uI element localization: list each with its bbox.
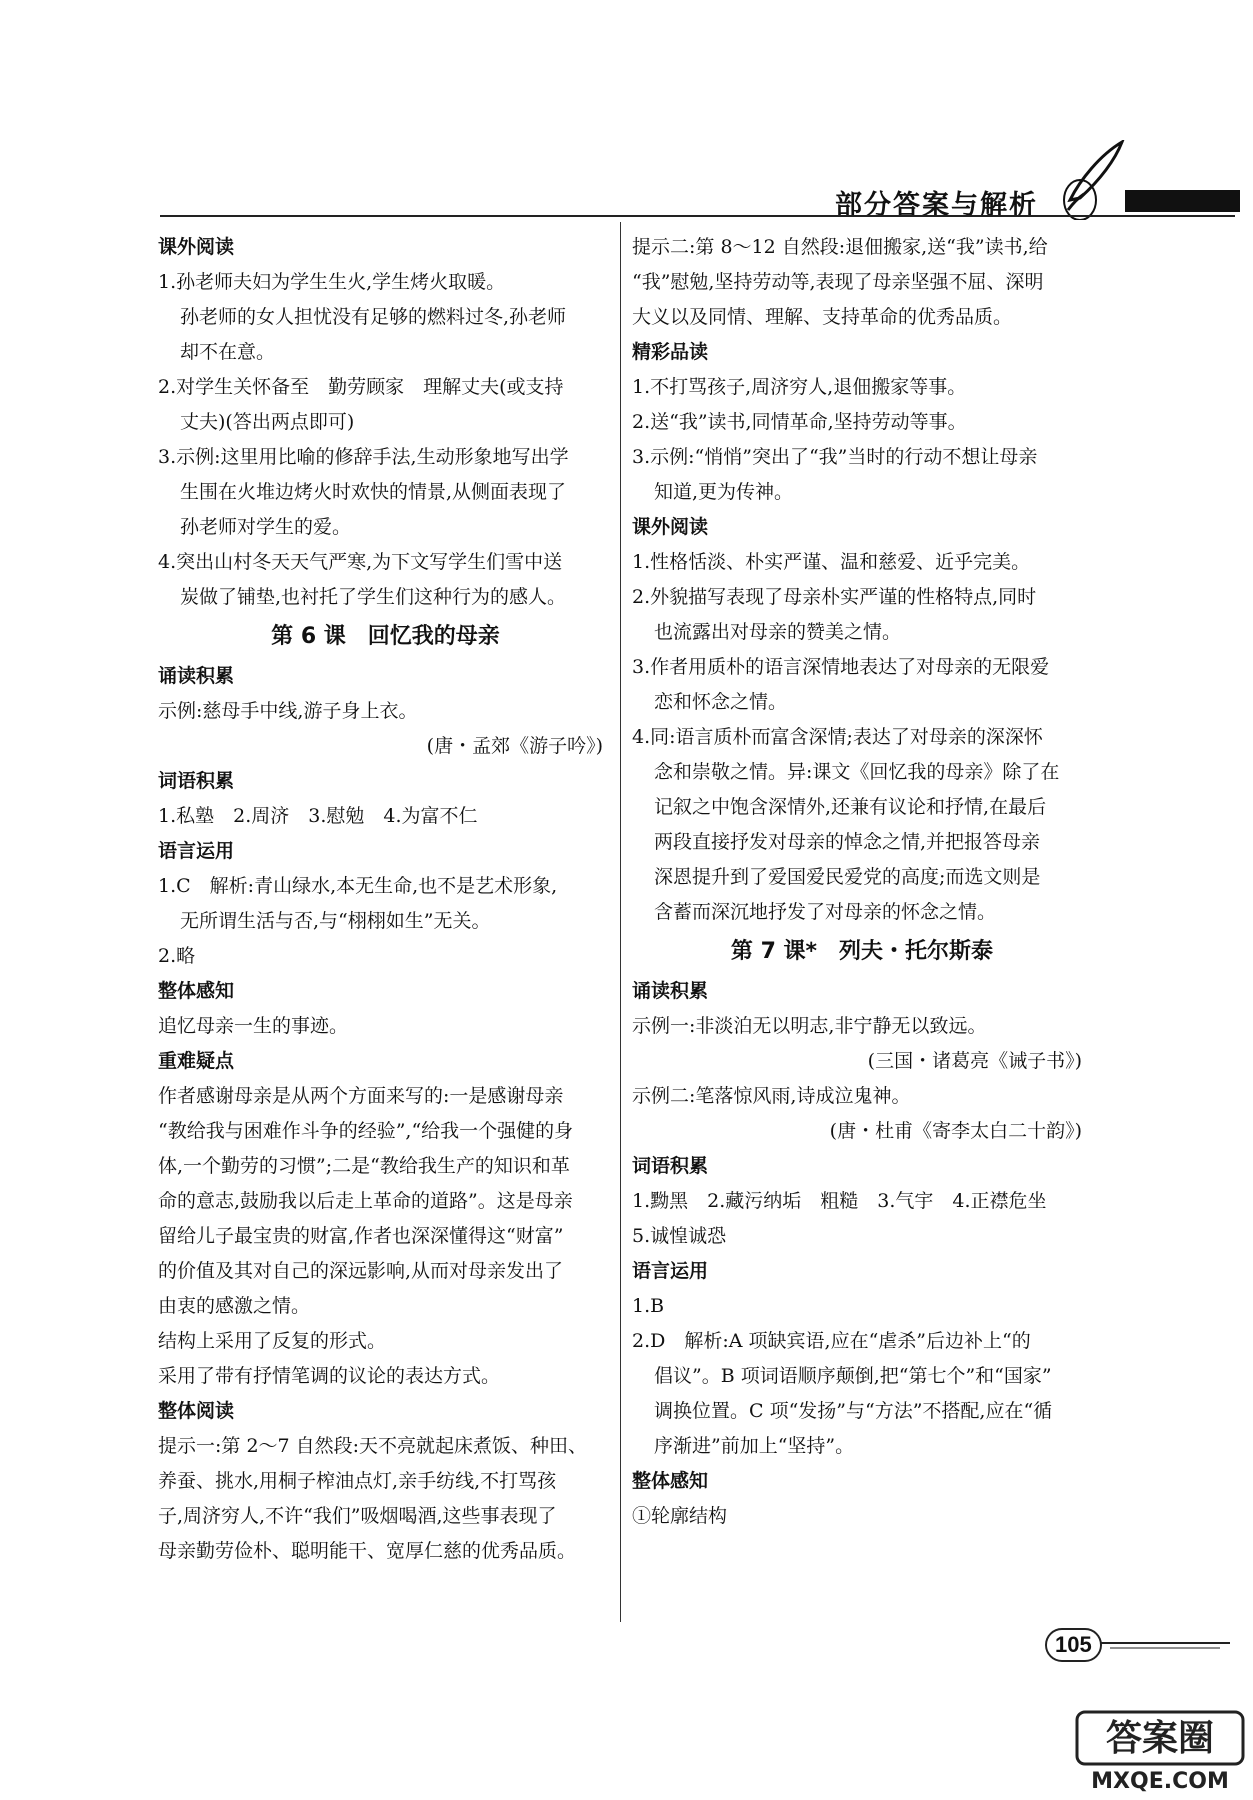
text-line: 1.私塾 2.周济 3.慰勉 4.为富不仁: [158, 805, 478, 827]
section-heading: 整体感知: [632, 1470, 709, 1492]
page-number: 105: [1045, 1628, 1102, 1662]
text-line: 炭做了铺垫,也衬托了学生们这种行为的感人。: [180, 586, 567, 608]
section-heading: 词语积累: [632, 1155, 709, 1177]
section-heading: 诵读积累: [632, 980, 709, 1002]
text-line: 1.黝黑 2.藏污纳垢 粗糙 3.气宇 4.正襟危坐: [632, 1190, 1047, 1212]
svg-text:答案圈: 答案圈: [1105, 1718, 1215, 1759]
text-line: 无所谓生活与否,与“栩栩如生”无关。: [180, 910, 491, 932]
section-heading: 词语积累: [158, 770, 235, 792]
section-heading: 整体阅读: [158, 1400, 235, 1422]
left-column: [158, 230, 613, 1569]
text-line: 结构上采用了反复的形式。: [158, 1330, 387, 1352]
text-line: “我”慰勉,坚持劳动等,表现了母亲坚强不屈、深明: [632, 271, 1044, 293]
text-line: 调换位置。C 项“发扬”与“方法”不搭配,应在“循: [654, 1400, 1053, 1422]
page-header-title: 部分答案与解析: [835, 190, 1038, 221]
text-line: 知道,更为传神。: [654, 481, 794, 503]
text-line: 留给儿子最宝贵的财富,作者也深深懂得这“财富”: [158, 1225, 564, 1247]
header-black-bar: [1125, 190, 1240, 212]
text-line: 却不在意。: [180, 341, 276, 363]
text-line: 4.突出山村冬天天气严寒,为下文写学生们雪中送: [158, 551, 563, 573]
text-line: 大义以及同情、理解、支持革命的优秀品质。: [632, 306, 1013, 328]
text-line: 丈夫)(答出两点即可): [180, 411, 355, 433]
text-line: 示例二:笔落惊风雨,诗成泣鬼神。: [632, 1085, 911, 1107]
footer-decoration: [1100, 1640, 1230, 1650]
svg-text:MXQE.COM: MXQE.COM: [1091, 1769, 1229, 1794]
text-line: 1.C 解析:青山绿水,本无生命,也不是艺术形象,: [158, 875, 558, 897]
text-line: 2.送“我”读书,同情革命,坚持劳动等事。: [632, 411, 967, 433]
text-line: 示例:慈母手中线,游子身上衣。: [158, 700, 418, 722]
text-line: “教给我与困难作斗争的经验”,“给我一个强健的身: [158, 1120, 574, 1142]
text-line: 倡议”。B 项词语顺序颠倒,把“第七个”和“国家”: [654, 1365, 1052, 1387]
section-heading: 语言运用: [158, 840, 235, 862]
lesson-title: 第 7 课* 列夫・托尔斯泰: [730, 939, 994, 964]
text-line: (唐・杜甫《寄李太白二十韵》): [829, 1120, 1082, 1142]
text-line: 深恩提升到了爱国爱民爱党的高度;而选文则是: [654, 866, 1041, 888]
text-line: 追忆母亲一生的事迹。: [158, 1015, 349, 1037]
text-line: 作者感谢母亲是从两个方面来写的:一是感谢母亲: [158, 1085, 564, 1107]
text-line: 1.性格恬淡、朴实严谨、温和慈爱、近乎完美。: [632, 551, 1031, 573]
section-heading: 精彩品读: [632, 341, 709, 363]
text-line: 体,一个勤劳的习惯”;二是“教给我生产的知识和革: [158, 1155, 570, 1177]
text-line: 念和崇敬之情。异:课文《回忆我的母亲》除了在: [654, 761, 1060, 783]
text-line: 1.不打骂孩子,周济穷人,退佃搬家等事。: [632, 376, 967, 398]
text-line: 提示一:第 2～7 自然段:天不亮就起床煮饭、种田、: [158, 1435, 588, 1457]
text-line: 5.诚惶诚恐: [632, 1225, 727, 1247]
text-line: 2.D 解析:A 项缺宾语,应在“虐杀”后边补上“的: [632, 1330, 1031, 1352]
text-line: 2.对学生关怀备至 勤劳顾家 理解丈夫(或支持: [158, 376, 564, 398]
text-line: 含蓄而深沉地抒发了对母亲的怀念之情。: [654, 901, 997, 923]
text-line: 2.略: [158, 945, 196, 967]
section-heading: 整体感知: [158, 980, 235, 1002]
section-heading: 重难疑点: [158, 1050, 235, 1072]
text-line: 也流露出对母亲的赞美之情。: [654, 621, 902, 643]
text-line: 序渐进”前加上“坚持”。: [654, 1435, 855, 1457]
header-rule: [160, 215, 1235, 217]
text-line: 提示二:第 8～12 自然段:退佃搬家,送“我”读书,给: [632, 236, 1048, 258]
text-line: 生围在火堆边烤火时欢快的情景,从侧面表现了: [180, 481, 567, 503]
watermark-logo: [1075, 1710, 1245, 1795]
text-line: 3.示例:这里用比喻的修辞手法,生动形象地写出学: [158, 446, 569, 468]
section-heading: 课外阅读: [632, 516, 709, 538]
text-line: 示例一:非淡泊无以明志,非宁静无以致远。: [632, 1015, 987, 1037]
text-line: 4.同:语言质朴而富含深情;表达了对母亲的深深怀: [632, 726, 1043, 748]
text-line: 采用了带有抒情笔调的议论的表达方式。: [158, 1365, 501, 1387]
text-line: 记叙之中饱含深情外,还兼有议论和抒情,在最后: [654, 796, 1047, 818]
text-line: (三国・诸葛亮《诫子书》): [867, 1050, 1082, 1072]
text-line: 母亲勤劳俭朴、聪明能干、宽厚仁慈的优秀品质。: [158, 1540, 577, 1562]
lesson-title: 第 6 课 回忆我的母亲: [271, 624, 500, 649]
text-line: (唐・孟郊《游子吟》): [426, 735, 603, 757]
text-line: 孙老师的女人担忧没有足够的燃料过冬,孙老师: [180, 306, 567, 328]
text-line: 命的意志,鼓励我以后走上革命的道路”。这是母亲: [158, 1190, 573, 1212]
quill-pen-icon: [1060, 140, 1130, 220]
text-line: 3.示例:“悄悄”突出了“我”当时的行动不想让母亲: [632, 446, 1038, 468]
section-heading: 语言运用: [632, 1260, 709, 1282]
text-line: 的价值及其对自己的深远影响,从而对母亲发出了: [158, 1260, 564, 1282]
text-line: 子,周济穷人,不许“我们”吸烟喝酒,这些事表现了: [158, 1505, 557, 1527]
text-line: 3.作者用质朴的语言深情地表达了对母亲的无限爱: [632, 656, 1050, 678]
text-line: 两段直接抒发对母亲的悼念之情,并把报答母亲: [654, 831, 1041, 853]
section-heading: 诵读积累: [158, 665, 235, 687]
text-line: 2.外貌描写表现了母亲朴实严谨的性格特点,同时: [632, 586, 1037, 608]
section-heading: 课外阅读: [158, 236, 235, 258]
text-line: 孙老师对学生的爱。: [180, 516, 352, 538]
text-line: 由衷的感激之情。: [158, 1295, 311, 1317]
text-line: 1.B: [632, 1295, 665, 1317]
text-line: 1.孙老师夫妇为学生生火,学生烤火取暖。: [158, 271, 506, 293]
right-column: [632, 230, 1092, 1534]
text-line: 恋和怀念之情。: [654, 691, 788, 713]
text-line: ①轮廓结构: [632, 1505, 728, 1527]
text-line: 养蚕、挑水,用桐子榨油点灯,亲手纺线,不打骂孩: [158, 1470, 557, 1492]
column-divider: [620, 222, 621, 1622]
